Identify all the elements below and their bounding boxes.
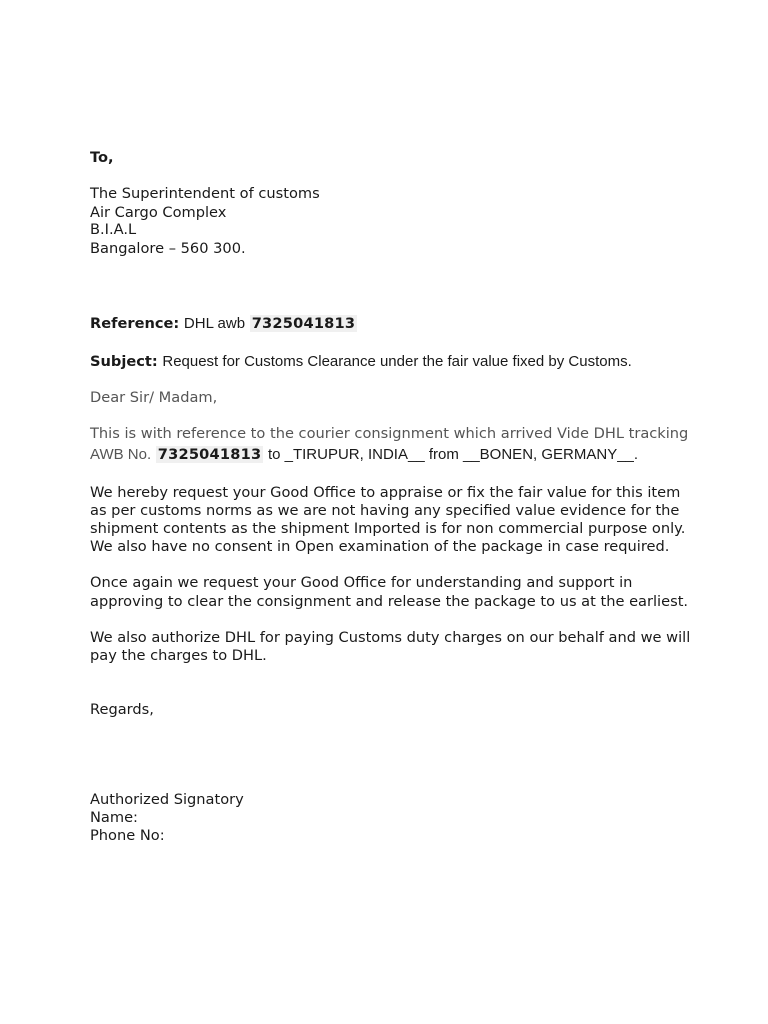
intro-awb-prefix: AWB No. bbox=[90, 446, 152, 463]
paragraph2-line-2: approving to clear the consignment and release the package to us at the earliest. bbox=[90, 593, 689, 610]
reference-text: DHL awb bbox=[183, 315, 246, 332]
greeting: Dear Sir/ Madam, bbox=[90, 389, 218, 406]
intro-awb-number: 7325041813 bbox=[157, 446, 262, 463]
intro-line-2 bbox=[90, 446, 638, 464]
paragraph1-line-3: shipment contents as the shipment Imported is for non commercial purpose only. bbox=[90, 520, 686, 537]
intro-line-1: This is with reference to the courier consignment which arrived Vide DHL tracking bbox=[90, 425, 689, 442]
paragraph2-line-1: Once again we request your Good Office for understanding and support in bbox=[90, 574, 633, 591]
reference-label: Reference: bbox=[90, 315, 180, 332]
paragraph1-line-1: We hereby request your Good Office to appraise or fix the fair value for this item bbox=[90, 484, 681, 501]
paragraph1-line-4: We also have no consent in Open examination of the package in case required. bbox=[90, 538, 670, 555]
address-line-4: Bangalore – 560 300. bbox=[90, 240, 246, 257]
signatory-name-label: Name: bbox=[90, 809, 138, 826]
paragraph1-line-2: as per customs norms as we are not having any specified value evidence for the bbox=[90, 502, 680, 519]
signatory-title: Authorized Signatory bbox=[90, 791, 244, 808]
subject-line bbox=[90, 353, 632, 371]
address-line-2: Air Cargo Complex bbox=[90, 204, 227, 221]
signatory-phone-label: Phone No: bbox=[90, 827, 165, 844]
reference-line bbox=[90, 315, 357, 333]
subject-label: Subject: bbox=[90, 353, 158, 370]
subject-text: Request for Customs Clearance under the fair value fixed by Customs. bbox=[162, 353, 632, 370]
intro-route: to _TIRUPUR, INDIA__ from __BONEN, GERMANY__. bbox=[267, 446, 639, 463]
paragraph3-line-2: pay the charges to DHL. bbox=[90, 647, 267, 664]
closing-regards: Regards, bbox=[90, 701, 154, 718]
paragraph3-line-1: We also authorize DHL for paying Customs duty charges on our behalf and we will bbox=[90, 629, 691, 646]
address-line-1: The Superintendent of customs bbox=[90, 185, 320, 202]
address-line-3: B.I.A.L bbox=[90, 221, 137, 238]
reference-awb-number: 7325041813 bbox=[251, 315, 356, 332]
to-heading: To, bbox=[90, 149, 114, 166]
